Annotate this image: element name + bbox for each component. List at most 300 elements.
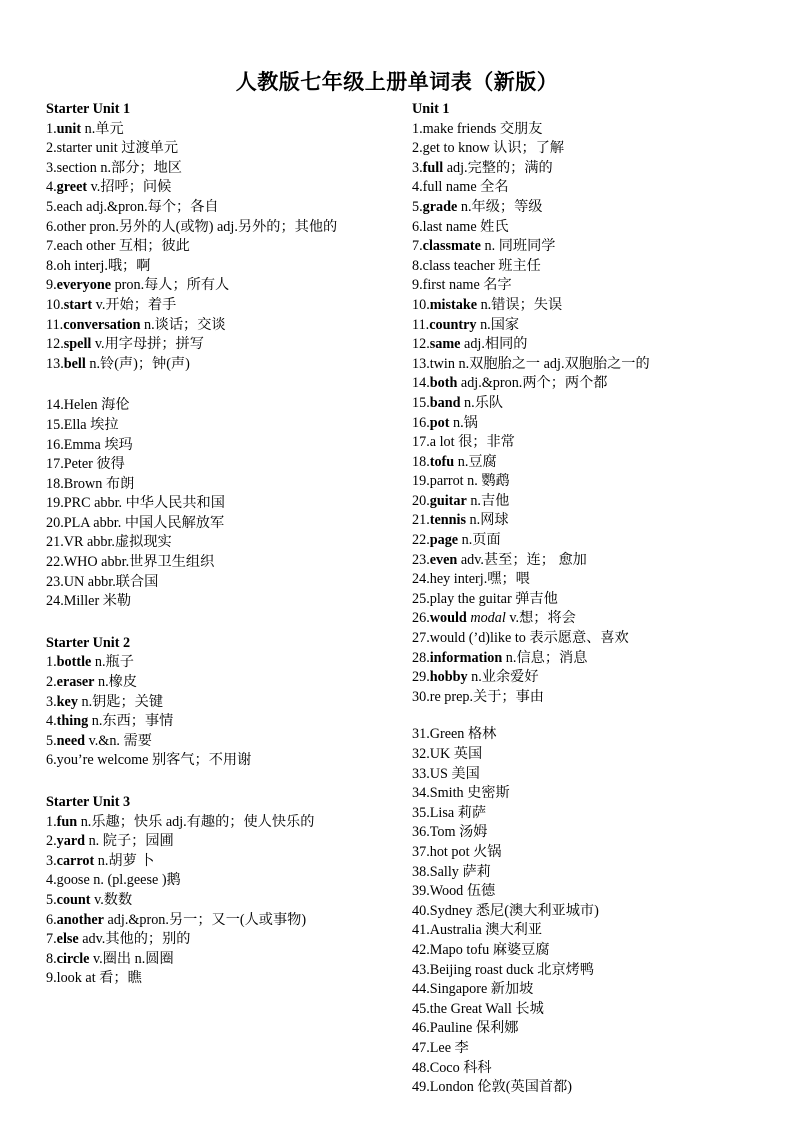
vocab-entry	[412, 1000, 782, 1020]
entry-definition: goose n. (pl.geese )鹅	[56, 872, 181, 889]
entry-number: 38.	[412, 863, 430, 880]
entry-number: 22.	[412, 532, 430, 549]
entry-number: 2.	[412, 140, 423, 157]
entry-definition: would (’d)like to 表示愿意、喜欢	[429, 630, 629, 647]
entry-definition: Ella 埃拉	[63, 416, 119, 433]
entry-definition: PRC abbr. 中华人民共和国	[63, 495, 225, 512]
vocab-entry	[46, 455, 406, 475]
entry-definition: other pron.另外的人(或物) adj.另外的；其他的	[56, 218, 338, 235]
entry-number: 4.	[46, 713, 57, 730]
entry-definition: n. 院子；园圃	[85, 833, 174, 850]
entry-word: both	[429, 375, 458, 392]
entry-number: 23.	[46, 573, 64, 590]
vocab-entry	[46, 693, 406, 713]
entry-number: 5.	[46, 732, 57, 749]
unit-heading: Starter Unit 1	[46, 101, 131, 117]
vocab-entry	[412, 1019, 782, 1039]
entry-number: 21.	[46, 534, 64, 551]
entry-definition: n.页面	[458, 532, 501, 549]
entry-definition: Lisa 莉萨	[429, 804, 487, 821]
entry-number: 19.	[46, 495, 64, 512]
vocab-entry	[412, 804, 782, 824]
vocab-entry	[46, 832, 406, 852]
entry-definition: v.圈出 n.圆圈	[89, 950, 174, 967]
vocab-entry	[412, 335, 782, 355]
entry-number: 15.	[46, 416, 64, 433]
vocab-entry	[46, 930, 406, 950]
vocab-entry	[46, 673, 406, 693]
entry-number: 8.	[46, 950, 57, 967]
entry-number: 30.	[412, 688, 430, 705]
entry-word: full	[422, 159, 444, 176]
entry-number: 7.	[46, 238, 57, 255]
entry-number: 6.	[46, 218, 57, 235]
vocab-entry	[412, 629, 782, 649]
entry-definition: adv.甚至；连； 愈加	[457, 551, 587, 568]
entry-number: 20.	[412, 492, 430, 509]
entry-word: fun	[56, 813, 78, 830]
entry-word: same	[429, 336, 461, 353]
entry-definition: starter unit 过渡单元	[56, 140, 179, 157]
entry-number: 46.	[412, 1020, 430, 1037]
entry-word: key	[56, 693, 78, 710]
entry-definition: n.乐队	[460, 394, 504, 411]
vocab-entry	[412, 433, 782, 453]
entry-number: 17.	[412, 434, 430, 451]
entry-definition: adv.其他的；别的	[78, 931, 191, 948]
vocab-entry	[46, 296, 406, 316]
entry-definition: n.单元	[81, 120, 124, 137]
entry-number: 1.	[46, 120, 57, 137]
vocab-entry	[412, 823, 782, 843]
vocab-entry	[412, 120, 782, 140]
entry-word: page	[429, 532, 459, 549]
vocab-entry	[412, 414, 782, 434]
vocab-entry	[412, 355, 782, 375]
entry-number: 18.	[46, 475, 64, 492]
entry-definition: Pauline 保利娜	[429, 1020, 519, 1037]
entry-definition: full name 全名	[422, 179, 509, 196]
entry-number: 49.	[412, 1079, 430, 1096]
entry-number: 36.	[412, 824, 430, 841]
entry-number: 4.	[46, 179, 57, 196]
entry-number: 2.	[46, 674, 57, 691]
vocab-entry	[46, 198, 406, 218]
entry-part-of-speech: modal	[466, 610, 506, 627]
entry-word: everyone	[56, 277, 112, 294]
entry-definition: you’re welcome 别客气；不用谢	[56, 752, 252, 769]
vocab-entry	[46, 573, 406, 593]
entry-number: 27.	[412, 630, 430, 647]
vocab-entry	[412, 1078, 782, 1098]
entry-word: need	[56, 732, 86, 749]
entry-number: 2.	[46, 833, 57, 850]
vocab-entry	[46, 813, 406, 833]
vocab-entry	[46, 852, 406, 872]
vocab-entry	[412, 1059, 782, 1079]
vocab-entry	[412, 139, 782, 159]
entry-number: 28.	[412, 649, 430, 666]
entry-definition: Singapore 新加坡	[429, 981, 534, 998]
entry-number: 1.	[412, 120, 423, 137]
entry-definition: n.铃(声)；钟(声)	[85, 355, 190, 372]
entry-definition: n.业余爱好	[467, 669, 539, 686]
entry-definition: n.谈话；交谈	[140, 316, 226, 333]
entry-definition: n.错误；失误	[477, 296, 563, 313]
entry-number: 7.	[412, 238, 423, 255]
entry-definition: Mapo tofu 麻婆豆腐	[429, 941, 550, 958]
entry-definition: v.开始；着手	[92, 296, 177, 313]
entry-definition: UN abbr.联合国	[63, 573, 159, 590]
entry-definition: n.瓶子	[91, 654, 134, 671]
entry-definition: pron.每人；所有人	[111, 277, 230, 294]
entry-definition: parrot n. 鹦鹉	[429, 473, 510, 490]
entry-number: 45.	[412, 1000, 430, 1017]
vocab-entry	[412, 316, 782, 336]
entry-definition: London 伦敦(英国首都)	[429, 1079, 572, 1096]
vocab-entry	[46, 218, 406, 238]
spacer	[46, 374, 406, 396]
entry-definition: n.钥匙；关键	[77, 693, 164, 710]
entry-number: 42.	[412, 941, 430, 958]
entry-definition: the Great Wall 长城	[429, 1000, 544, 1017]
entry-definition: n.信息；消息	[502, 649, 588, 666]
entry-definition: n.吉他	[466, 492, 510, 509]
vocab-entry	[46, 891, 406, 911]
entry-number: 8.	[46, 257, 57, 274]
entry-number: 13.	[46, 355, 64, 372]
vocab-entry	[412, 374, 782, 394]
entry-definition: v.用字母拼；拼写	[91, 336, 204, 353]
vocab-entry	[412, 178, 782, 198]
entry-number: 15.	[412, 394, 430, 411]
vocab-entry	[412, 921, 782, 941]
entry-word: yard	[56, 833, 86, 850]
entry-number: 39.	[412, 883, 430, 900]
entry-definition: v.数数	[90, 891, 133, 908]
entry-definition: look at 看；瞧	[56, 970, 142, 987]
entry-number: 1.	[46, 813, 57, 830]
vocab-entry	[412, 257, 782, 277]
entry-definition: n.橡皮	[94, 674, 138, 691]
entry-definition: Australia 澳大利亚	[429, 922, 543, 939]
entry-number: 22.	[46, 554, 64, 571]
spacer	[46, 771, 406, 793]
vocab-entry	[46, 237, 406, 257]
entry-definition: each other 互相；彼此	[56, 238, 190, 255]
vocab-entry	[46, 969, 406, 989]
vocab-entry	[46, 553, 406, 573]
entry-number: 37.	[412, 843, 430, 860]
entry-definition: Peter 彼得	[63, 456, 125, 473]
entry-number: 9.	[46, 970, 57, 987]
vocab-entry	[412, 609, 782, 629]
unit-heading: Starter Unit 3	[46, 794, 131, 810]
entry-definition: v.想；将会	[505, 610, 576, 627]
entry-word: information	[429, 649, 503, 666]
entry-definition: adj.&pron.另一；又一(人或事物)	[103, 911, 307, 928]
entry-definition: each adj.&pron.每个；各自	[56, 198, 219, 215]
entry-word: conversation	[63, 316, 141, 333]
vocab-entry	[412, 784, 782, 804]
entry-number: 6.	[412, 218, 423, 235]
entry-number: 11.	[412, 316, 430, 333]
entry-number: 21.	[412, 512, 430, 529]
entry-definition: get to know 认识；了解	[422, 140, 565, 157]
entry-definition: Emma 埃玛	[63, 436, 133, 453]
entry-number: 31.	[412, 726, 430, 743]
entry-number: 3.	[46, 159, 57, 176]
vocab-entry	[412, 237, 782, 257]
entry-number: 7.	[46, 931, 57, 948]
entry-number: 2.	[46, 140, 57, 157]
entry-number: 24.	[46, 593, 64, 610]
vocab-entry	[412, 394, 782, 414]
vocab-entry	[412, 765, 782, 785]
entry-number: 13.	[412, 355, 430, 372]
entry-word: carrot	[56, 852, 95, 869]
entry-definition: WHO abbr.世界卫生组织	[63, 554, 215, 571]
entry-definition: Sydney 悉尼(澳大利亚城市)	[429, 902, 599, 919]
vocab-entry	[46, 950, 406, 970]
entry-word: even	[429, 551, 458, 568]
entry-word: thing	[56, 713, 89, 730]
entry-definition: n.胡萝 卜	[94, 852, 155, 869]
entry-definition: twin n.双胞胎之一 adj.双胞胎之一的	[429, 355, 650, 372]
entry-number: 16.	[46, 436, 64, 453]
entry-number: 6.	[46, 752, 57, 769]
entry-definition: class teacher 班主任	[422, 257, 541, 274]
entry-number: 29.	[412, 669, 430, 686]
entry-number: 32.	[412, 746, 430, 762]
entry-definition: n.豆腐	[454, 453, 497, 470]
entry-number: 35.	[412, 804, 430, 821]
vocab-entry	[46, 732, 406, 752]
vocab-entry	[46, 475, 406, 495]
entry-number: 5.	[46, 891, 57, 908]
vocab-entry	[412, 492, 782, 512]
entry-definition: PLA abbr. 中国人民解放军	[63, 514, 225, 531]
entry-definition: v.招呼；问候	[87, 179, 172, 196]
vocab-entry	[46, 276, 406, 296]
entry-number: 41.	[412, 922, 430, 939]
spacer	[46, 612, 406, 634]
entry-number: 5.	[412, 198, 423, 215]
entry-number: 9.	[412, 277, 423, 294]
entry-number: 3.	[46, 852, 57, 869]
entry-number: 1.	[46, 654, 57, 671]
entry-number: 14.	[46, 397, 64, 414]
vocab-entry	[412, 863, 782, 883]
entry-definition: n.网球	[466, 512, 509, 529]
entry-number: 48.	[412, 1059, 430, 1076]
vocab-entry	[46, 592, 406, 612]
entry-definition: VR abbr.虚拟现实	[63, 534, 172, 551]
entry-number: 14.	[412, 375, 430, 392]
vocab-entry	[46, 139, 406, 159]
entry-number: 11.	[46, 316, 64, 333]
entry-word: bottle	[56, 654, 92, 671]
vocab-entry	[412, 941, 782, 961]
entry-definition: Lee 李	[429, 1039, 469, 1056]
entry-word: spell	[63, 336, 92, 353]
entry-word: greet	[56, 179, 88, 196]
vocab-entry	[46, 396, 406, 416]
unit-heading: Starter Unit 2	[46, 634, 131, 651]
entry-number: 17.	[46, 456, 64, 473]
entry-definition: Smith 史密斯	[429, 785, 510, 802]
entry-number: 24.	[412, 571, 430, 588]
entry-definition: Sally 萨莉	[429, 863, 491, 880]
entry-definition: n.国家	[476, 316, 520, 333]
entry-number: 20.	[46, 514, 64, 531]
entry-number: 43.	[412, 961, 430, 978]
entry-word: else	[56, 931, 79, 948]
vocab-entry	[412, 276, 782, 296]
entry-word: tofu	[429, 453, 455, 470]
entry-number: 25.	[412, 590, 430, 607]
entry-definition: Wood 伍德	[429, 883, 496, 900]
entry-number: 12.	[46, 336, 64, 353]
entry-definition: v.&n. 需要	[85, 732, 152, 749]
entry-number: 4.	[412, 179, 423, 196]
entry-definition: Brown 布朗	[63, 475, 135, 492]
entry-word: classmate	[422, 238, 481, 255]
entry-number: 4.	[46, 872, 57, 889]
vocab-entry	[412, 453, 782, 473]
vocab-entry	[412, 551, 782, 571]
vocab-entry	[46, 712, 406, 732]
entry-definition: Coco 科科	[429, 1059, 492, 1076]
vocab-entry	[46, 178, 406, 198]
entry-definition: adj.相同的	[460, 336, 528, 353]
entry-definition: n.锅	[449, 414, 478, 431]
entry-definition: oh interj.哦；啊	[56, 257, 151, 274]
entry-definition: first name 名字	[422, 277, 512, 294]
vocab-entry	[412, 688, 782, 708]
entry-number: 8.	[412, 257, 423, 274]
entry-definition: make friends 交朋友	[422, 120, 543, 137]
entry-definition: hot pot 火锅	[429, 843, 502, 860]
entry-number: 6.	[46, 911, 57, 928]
entry-definition: a lot 很；非常	[429, 434, 515, 451]
vocab-entry	[46, 494, 406, 514]
vocab-entry	[412, 649, 782, 669]
vocab-entry	[412, 511, 782, 531]
entry-definition: last name 姓氏	[422, 218, 509, 235]
vocab-entry	[46, 257, 406, 277]
entry-word: would	[429, 610, 467, 627]
entry-word: another	[56, 911, 104, 928]
entry-definition: play the guitar 弹吉他	[429, 590, 558, 607]
entry-definition: Tom 汤姆	[429, 824, 488, 841]
vocab-entry	[412, 590, 782, 610]
entry-definition: Helen 海伦	[63, 397, 130, 414]
vocab-entry	[412, 1039, 782, 1059]
entry-word: band	[429, 394, 461, 411]
right-column	[412, 100, 782, 1098]
entry-word: grade	[422, 198, 458, 215]
entry-number: 5.	[46, 198, 57, 215]
entry-word: bell	[63, 355, 86, 372]
entry-definition: n.东西；事情	[88, 713, 174, 730]
entry-word: pot	[429, 414, 450, 431]
vocab-entry	[46, 514, 406, 534]
entry-definition: re prep.关于；事由	[429, 688, 544, 705]
entry-definition: section n.部分；地区	[56, 159, 182, 176]
spacer	[412, 707, 782, 725]
vocab-entry	[412, 159, 782, 179]
entry-word: tennis	[429, 512, 466, 529]
entry-word: circle	[56, 950, 90, 967]
entry-number: 23.	[412, 551, 430, 568]
vocab-entry	[46, 120, 406, 140]
vocab-entry	[412, 961, 782, 981]
entry-definition: n.乐趣；快乐 adj.有趣的；使人快乐的	[77, 813, 315, 830]
entry-number: 44.	[412, 981, 430, 998]
entry-number: 19.	[412, 473, 430, 490]
entry-number: 10.	[46, 296, 64, 313]
entry-definition: adj.&pron.两个；两个都	[457, 375, 608, 392]
vocab-entry	[412, 745, 782, 765]
vocab-entry	[412, 570, 782, 590]
entry-number: 33.	[412, 765, 430, 782]
vocab-entry	[46, 335, 406, 355]
vocab-entry	[412, 843, 782, 863]
entry-number: 34.	[412, 785, 430, 802]
vocab-entry	[412, 531, 782, 551]
entry-word: count	[56, 891, 91, 908]
entry-definition: Beijing roast duck 北京烤鸭	[429, 961, 595, 978]
vocab-entry	[46, 316, 406, 336]
entry-definition: Green 格林	[429, 726, 497, 743]
vocab-entry	[46, 533, 406, 553]
vocab-entry	[412, 472, 782, 492]
entry-number: 16.	[412, 414, 430, 431]
vocab-entry	[46, 871, 406, 891]
entry-definition: hey interj.嘿；喂	[429, 571, 530, 588]
entry-word: start	[63, 296, 93, 313]
entry-word: guitar	[429, 492, 467, 509]
entry-number: 26.	[412, 610, 430, 627]
entry-word: eraser	[56, 674, 95, 691]
vocab-entry	[46, 159, 406, 179]
vocab-entry	[412, 218, 782, 238]
left-column	[46, 100, 406, 989]
entry-word: mistake	[429, 296, 478, 313]
entry-definition: n. 同班同学	[480, 238, 556, 255]
vocab-entry	[46, 355, 406, 375]
entry-number: 12.	[412, 336, 430, 353]
entry-number: 18.	[412, 453, 430, 470]
vocab-entry	[412, 882, 782, 902]
vocab-entry	[412, 668, 782, 688]
vocab-entry	[412, 296, 782, 316]
entry-number: 10.	[412, 296, 430, 313]
vocab-entry	[46, 416, 406, 436]
entry-number: 47.	[412, 1039, 430, 1056]
entry-number: 3.	[412, 159, 423, 176]
page-title: 人教版七年级上册单词表（新版）	[235, 70, 559, 94]
vocab-entry	[412, 725, 782, 745]
entry-word: hobby	[429, 669, 468, 686]
entry-definition: adj.完整的；满的	[443, 159, 553, 176]
entry-number: 9.	[46, 277, 57, 294]
entry-number: 40.	[412, 902, 430, 919]
vocab-entry	[412, 902, 782, 922]
vocab-entry	[412, 198, 782, 218]
vocab-entry	[46, 751, 406, 771]
